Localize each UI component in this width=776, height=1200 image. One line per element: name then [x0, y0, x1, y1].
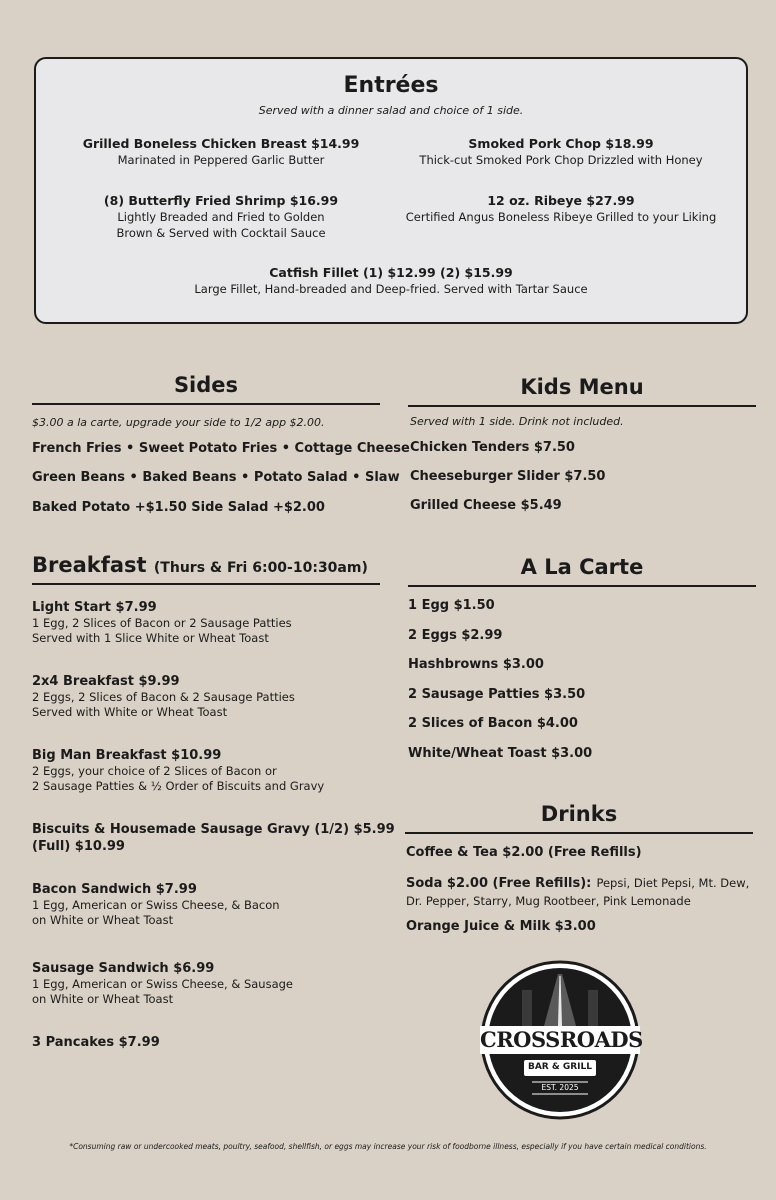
alacarte-item: 2 Eggs $2.99	[408, 628, 503, 643]
alacarte-item: White/Wheat Toast $3.00	[408, 746, 593, 761]
breakfast-item	[32, 673, 295, 720]
breakfast-item-desc: 1 Egg, American or Swiss Cheese, & Sausage	[32, 977, 294, 991]
logo-est: EST. 2025	[541, 1083, 579, 1092]
alacarte-item: 2 Sausage Patties $3.50	[408, 687, 586, 702]
breakfast-item-desc: Served with White or Wheat Toast	[32, 705, 228, 719]
breakfast-item-name: Sausage Sandwich $6.99	[32, 961, 215, 976]
sides-line: Baked Potato +$1.50 Side Salad +$2.00	[32, 500, 325, 515]
breakfast-item	[32, 960, 293, 1007]
drinks-soda	[406, 874, 766, 909]
drinks-soda-desc: Dr. Pepper, Starry, Mug Rootbeer, Pink Lemonade	[406, 894, 691, 908]
sides-title: Sides	[173, 373, 239, 397]
alacarte-item: 2 Slices of Bacon $4.00	[408, 716, 578, 731]
disclaimer: *Consuming raw or undercooked meats, poultry, seafood, shellfish, or eggs may increase your risk of foodborne illness, especially if you have certain medical conditions.	[69, 1142, 707, 1151]
entree-desc: Lightly Breaded and Fried to Golden	[117, 210, 325, 224]
crossroads-logo	[480, 960, 643, 1120]
drinks-oj: Orange Juice & Milk $3.00	[406, 919, 596, 934]
breakfast-item	[32, 747, 324, 794]
entree-name: Catfish Fillet (1) $12.99 (2) $15.99	[269, 265, 513, 280]
kids-item: Cheeseburger Slider $7.50	[410, 469, 606, 484]
logo-name: CROSSROADS	[480, 1027, 643, 1052]
sides-rule	[32, 403, 380, 405]
breakfast-item	[32, 1034, 160, 1051]
alacarte-item: 1 Egg $1.50	[408, 598, 495, 613]
drinks-title: Drinks	[540, 802, 618, 826]
breakfast-item-desc: 1 Egg, 2 Slices of Bacon or 2 Sausage Patties	[32, 616, 292, 630]
drinks-coffee: Coffee & Tea $2.00 (Free Refills)	[406, 845, 642, 860]
breakfast-item-desc: 2 Eggs, 2 Slices of Bacon & 2 Sausage Patties	[32, 690, 295, 704]
entree-desc: Large Fillet, Hand-breaded and Deep-fried. Served with Tartar Sauce	[194, 282, 588, 296]
breakfast-item	[32, 821, 395, 855]
alacarte-rule	[408, 585, 756, 587]
breakfast-item-desc: on White or Wheat Toast	[32, 913, 174, 927]
entree-item	[36, 265, 746, 297]
drinks-rule	[405, 832, 753, 834]
entrees-title: Entrées	[343, 73, 439, 98]
kids-item: Grilled Cheese $5.49	[410, 498, 562, 513]
breakfast-hours: (Thurs & Fri 6:00-10:30am)	[153, 560, 368, 576]
breakfast-item-name: Biscuits & Housemade Sausage Gravy (1/2) $5.99	[32, 822, 395, 837]
entree-name: Grilled Boneless Chicken Breast $14.99	[82, 136, 360, 151]
entree-name: Smoked Pork Chop $18.99	[468, 136, 654, 151]
kids-item: Chicken Tenders $7.50	[410, 440, 575, 455]
sides-line: Green Beans • Baked Beans • Potato Salad • Slaw	[32, 470, 400, 485]
drinks-soda-desc: Pepsi, Diet Pepsi, Mt. Dew,	[596, 876, 750, 890]
logo-tag: BAR & GRILL	[527, 1062, 592, 1072]
entree-name: 12 oz. Ribeye $27.99	[487, 193, 635, 208]
breakfast-item-name: 2x4 Breakfast $9.99	[32, 674, 180, 689]
entree-name: (8) Butterfly Fried Shrimp $16.99	[103, 193, 339, 208]
entree-item	[376, 193, 746, 225]
entree-desc: Marinated in Peppered Garlic Butter	[117, 153, 325, 167]
breakfast-item-name: Big Man Breakfast $10.99	[32, 748, 222, 763]
kids-rule	[408, 405, 756, 407]
breakfast-item-desc: 2 Eggs, your choice of 2 Slices of Bacon or	[32, 764, 277, 778]
drinks-soda-name: Soda $2.00 (Free Refills):	[406, 876, 592, 891]
breakfast-rule	[32, 583, 380, 585]
breakfast-item-name: 3 Pancakes $7.99	[32, 1035, 160, 1050]
entrees-subtitle: Served with a dinner salad and choice of 1 side.	[258, 104, 524, 117]
breakfast-title-text: Breakfast	[32, 553, 147, 577]
entree-item	[396, 136, 726, 168]
alacarte-title: A La Carte	[520, 555, 644, 579]
breakfast-title	[32, 553, 368, 577]
entree-item	[56, 136, 386, 168]
breakfast-item-desc: 2 Sausage Patties & ½ Order of Biscuits and Gravy	[32, 779, 325, 793]
breakfast-item-name: (Full) $10.99	[32, 839, 125, 854]
kids-title: Kids Menu	[520, 375, 644, 399]
alacarte-item: Hashbrowns $3.00	[408, 657, 544, 672]
breakfast-item-name: Light Start $7.99	[32, 600, 157, 615]
breakfast-item	[32, 881, 280, 928]
kids-note: Served with 1 side. Drink not included.	[410, 415, 624, 428]
sides-line: French Fries • Sweet Potato Fries • Cottage Cheese	[32, 441, 410, 456]
breakfast-item	[32, 599, 292, 646]
entree-desc: Brown & Served with Cocktail Sauce	[116, 226, 326, 240]
entree-desc: Thick-cut Smoked Pork Chop Drizzled with Honey	[419, 153, 703, 167]
sides-note: $3.00 a la carte, upgrade your side to 1/2 app $2.00.	[32, 416, 325, 429]
entree-desc: Certified Angus Boneless Ribeye Grilled to your Liking	[405, 210, 717, 224]
breakfast-item-desc: 1 Egg, American or Swiss Cheese, & Bacon	[32, 898, 280, 912]
breakfast-item-desc: Served with 1 Slice White or Wheat Toast	[32, 631, 269, 645]
entrees-section	[34, 57, 748, 324]
entree-item	[56, 193, 386, 241]
breakfast-item-name: Bacon Sandwich $7.99	[32, 882, 197, 897]
breakfast-item-desc: on White or Wheat Toast	[32, 992, 174, 1006]
